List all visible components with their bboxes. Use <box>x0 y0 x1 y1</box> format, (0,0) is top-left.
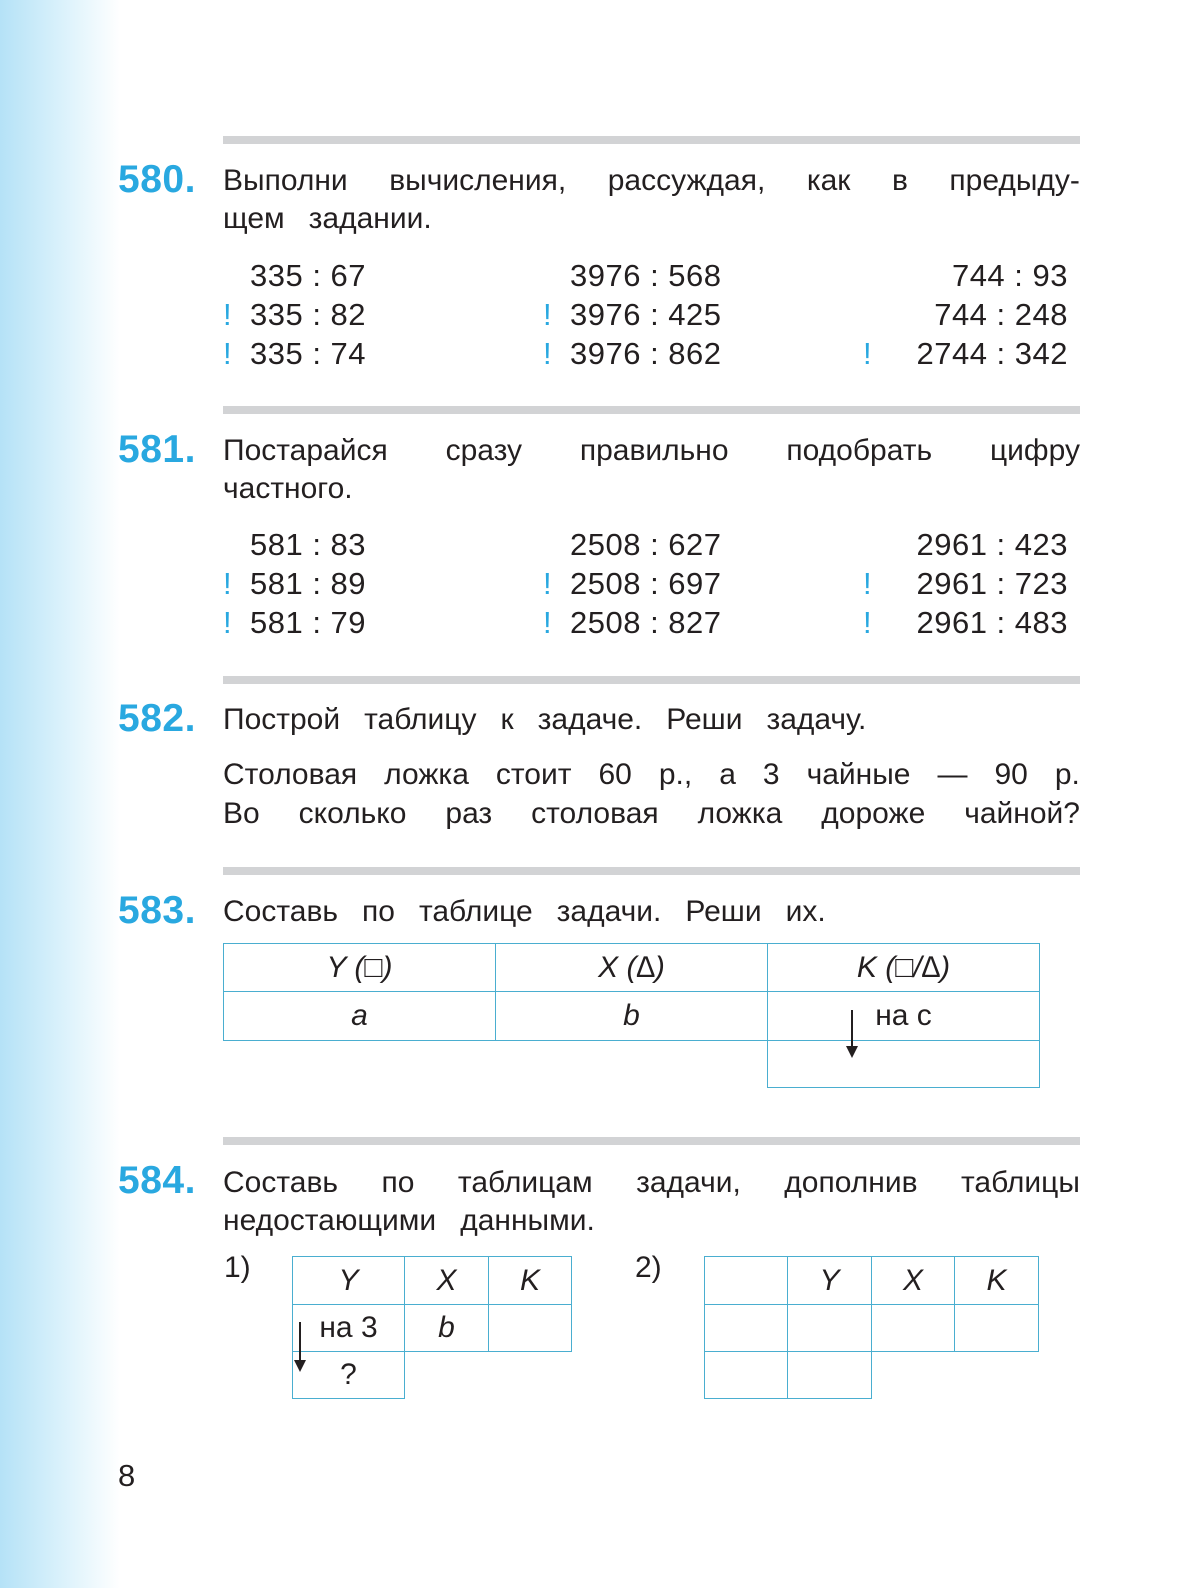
page-number: 8 <box>118 1458 136 1493</box>
word: — <box>937 758 968 791</box>
word: недостающими <box>223 1204 437 1237</box>
division-expression: 2508 : 827 <box>570 605 722 640</box>
word: задачи. <box>556 895 662 928</box>
word: их. <box>785 895 826 928</box>
word: как <box>806 164 851 197</box>
task-581-line-2 <box>223 472 1080 506</box>
attention-mark: ! <box>223 605 232 640</box>
word: Составь <box>223 1166 339 1199</box>
word: данными. <box>460 1204 595 1237</box>
table-header-k: K <box>488 1256 572 1305</box>
division-expression: 2744 : 342 <box>916 336 1068 371</box>
table-header-y: Y (□) <box>223 943 496 992</box>
table-header-k: K (□/∆) <box>767 943 1040 992</box>
division-expression: 744 : 93 <box>951 258 1068 293</box>
word: таблицам <box>457 1166 593 1199</box>
table-cell-empty <box>787 1351 872 1399</box>
word: дороже <box>821 797 926 830</box>
word: таблицу <box>364 703 477 736</box>
word: стоит <box>495 758 572 791</box>
task-number-580: 580. <box>118 158 196 201</box>
task-584-line-2 <box>223 1204 1080 1238</box>
table-cell: на c <box>767 991 1040 1041</box>
word: задании. <box>308 202 432 235</box>
word: подобрать <box>786 434 933 467</box>
table-cell-empty <box>488 1304 572 1352</box>
attention-mark: ! <box>543 336 552 371</box>
task-582-line-1 <box>223 703 1080 737</box>
word: таблицы <box>961 1166 1080 1199</box>
division-expression: 335 : 82 <box>250 297 367 332</box>
table-cell-empty <box>704 1304 788 1352</box>
word: Построй <box>223 703 341 736</box>
separator <box>223 1137 1080 1145</box>
word: задачи, <box>636 1166 741 1199</box>
word: 60 <box>598 758 632 791</box>
table-cell: на 3 <box>292 1304 405 1352</box>
division-expression: 2508 : 627 <box>570 527 722 562</box>
word: таблице <box>418 895 533 928</box>
separator <box>223 676 1080 684</box>
table-1-label: 1) <box>224 1251 251 1284</box>
word: ложка <box>384 758 469 791</box>
attention-mark: ! <box>863 605 872 640</box>
word: Реши <box>685 895 762 928</box>
task-580-line-1 <box>223 164 1080 198</box>
task-number-584: 584. <box>118 1159 196 1202</box>
word: Составь <box>223 895 339 928</box>
division-expression: 2961 : 423 <box>916 527 1068 562</box>
division-expression: 581 : 89 <box>250 566 367 601</box>
table-cell: ? <box>292 1351 405 1399</box>
table-cell-empty <box>704 1351 788 1399</box>
word: р. <box>1054 758 1080 791</box>
word: рассуждая, <box>607 164 766 197</box>
word: Во <box>223 797 260 830</box>
table-cell: b <box>404 1304 489 1352</box>
attention-mark: ! <box>543 297 552 332</box>
division-expression: 335 : 67 <box>250 258 367 293</box>
word: цифру <box>989 434 1080 467</box>
division-expression: 2508 : 697 <box>570 566 722 601</box>
word: Постарайся <box>223 434 388 467</box>
word: раз <box>445 797 493 830</box>
table-cell-empty <box>767 1040 1040 1088</box>
word: сразу <box>445 434 523 467</box>
division-expression: 335 : 74 <box>250 336 367 371</box>
division-expression: 2961 : 483 <box>916 605 1068 640</box>
word: задаче. <box>537 703 643 736</box>
table-header-y: Y <box>787 1256 872 1305</box>
table-cell-empty <box>871 1304 955 1352</box>
task-number-583: 583. <box>118 889 196 932</box>
word: задачу. <box>766 703 867 736</box>
word: к <box>500 703 514 736</box>
word: Выполни <box>223 164 348 197</box>
attention-mark: ! <box>223 566 232 601</box>
attention-mark: ! <box>223 336 232 371</box>
attention-mark: ! <box>863 336 872 371</box>
task-581-line-1 <box>223 434 1080 468</box>
down-arrow-icon <box>851 1010 853 1054</box>
word: Столовая <box>223 758 358 791</box>
attention-mark: ! <box>223 297 232 332</box>
table-header-k: K <box>954 1256 1039 1305</box>
word: сколько <box>298 797 407 830</box>
task-580-line-2 <box>223 202 1080 236</box>
word: а <box>719 758 736 791</box>
task-583-line-1 <box>223 895 1080 929</box>
word: правильно <box>579 434 729 467</box>
word: в <box>891 164 908 197</box>
attention-mark: ! <box>543 566 552 601</box>
division-expression: 2961 : 723 <box>916 566 1068 601</box>
table-cell-empty <box>954 1304 1039 1352</box>
table-2-label: 2) <box>635 1251 662 1284</box>
word: предыду- <box>949 164 1080 197</box>
word: 90 <box>994 758 1028 791</box>
word: чайные <box>806 758 911 791</box>
table-cell-empty <box>787 1304 872 1352</box>
page-margin-strip <box>0 0 120 1588</box>
table-header-x: X (∆) <box>495 943 768 992</box>
division-expression: 3976 : 568 <box>570 258 722 293</box>
table-header-x: X <box>871 1256 955 1305</box>
attention-mark: ! <box>863 566 872 601</box>
separator <box>223 867 1080 875</box>
separator <box>223 136 1080 144</box>
table-header-empty <box>704 1256 788 1305</box>
task-582-problem-line-1 <box>223 758 1080 792</box>
word: по <box>381 1166 415 1199</box>
word: вычисления, <box>389 164 567 197</box>
word: частного. <box>223 472 353 505</box>
task-number-581: 581. <box>118 428 196 471</box>
down-arrow-icon <box>299 1322 301 1368</box>
division-expression: 581 : 83 <box>250 527 367 562</box>
attention-mark: ! <box>543 605 552 640</box>
division-expression: 3976 : 862 <box>570 336 722 371</box>
division-expression: 581 : 79 <box>250 605 367 640</box>
task-582-problem-line-2 <box>223 797 1080 831</box>
word: щем <box>223 202 285 235</box>
word: дополнив <box>784 1166 918 1199</box>
task-number-582: 582. <box>118 697 196 740</box>
table-cell: a <box>223 991 496 1041</box>
word: ложка <box>697 797 783 830</box>
task-584-line-1 <box>223 1166 1080 1200</box>
word: столовая <box>531 797 659 830</box>
table-header-x: X <box>404 1256 489 1305</box>
word: р., <box>658 758 693 791</box>
word: Реши <box>666 703 743 736</box>
division-expression: 3976 : 425 <box>570 297 722 332</box>
division-expression: 744 : 248 <box>934 297 1068 332</box>
word: по <box>362 895 395 928</box>
separator <box>223 406 1080 414</box>
table-cell: b <box>495 991 768 1041</box>
table-header-y: Y <box>292 1256 405 1305</box>
word: чайной? <box>964 797 1080 830</box>
word: 3 <box>762 758 780 791</box>
